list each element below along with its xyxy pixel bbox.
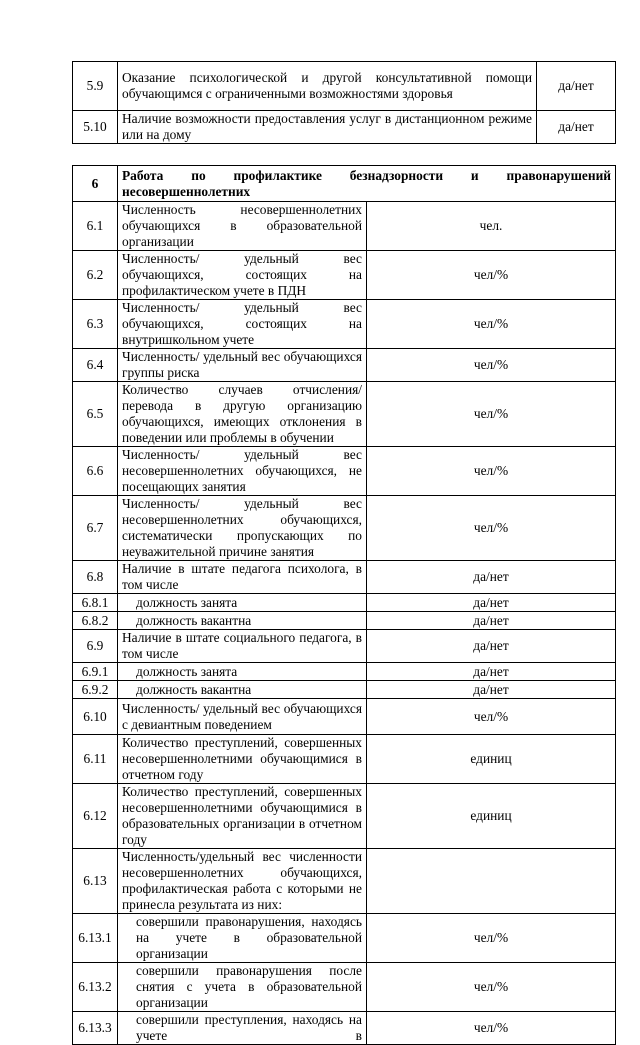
row-description: Оказание психологической и другой консультативной помощи обучающимся с ограниченными возможностями здоровья bbox=[118, 62, 537, 111]
row-description: Численность несовершеннолетних обучающихся в образовательной организации bbox=[118, 202, 367, 251]
row-unit: да/нет bbox=[367, 663, 616, 681]
table-row bbox=[73, 914, 616, 963]
row-unit: чел/% bbox=[367, 300, 616, 349]
table-row bbox=[73, 849, 616, 914]
row-unit: чел/% bbox=[367, 382, 616, 447]
row-description: Численность/ удельный вес обучающихся с девиантным поведением bbox=[118, 699, 367, 735]
table-row bbox=[73, 663, 616, 681]
row-description: Численность/ удельный вес несовершеннолетних обучающихся, систематически пропускающих по неуважительной причине занятия bbox=[118, 496, 367, 561]
row-number: 6.9.2 bbox=[73, 681, 118, 699]
row-number: 6.13.2 bbox=[73, 963, 118, 1012]
row-description: Численность/ удельный вес обучающихся группы риска bbox=[118, 349, 367, 382]
row-unit: да/нет bbox=[367, 561, 616, 594]
row-number: 6.6 bbox=[73, 447, 118, 496]
table-row bbox=[73, 349, 616, 382]
row-description: Наличие возможности предоставления услуг в дистанционном режиме или на дому bbox=[118, 111, 537, 144]
table-row bbox=[73, 447, 616, 496]
row-description: Численность/ удельный вес обучающихся, состоящих на профилактическом учете в ПДН bbox=[118, 251, 367, 300]
row-unit: чел. bbox=[367, 202, 616, 251]
row-unit bbox=[367, 849, 616, 914]
row-unit: единиц bbox=[367, 735, 616, 784]
table-row bbox=[73, 681, 616, 699]
table-top bbox=[72, 61, 616, 144]
row-description: Количество преступлений, совершенных несовершеннолетними обучающимися в отчетном году bbox=[118, 735, 367, 784]
table-row bbox=[73, 784, 616, 849]
row-number: 6.8.2 bbox=[73, 612, 118, 630]
row-description: Наличие в штате педагога психолога, в том числе bbox=[118, 561, 367, 594]
table-row bbox=[73, 300, 616, 349]
row-number: 5.9 bbox=[73, 62, 118, 111]
row-unit: да/нет bbox=[367, 681, 616, 699]
row-number: 6.3 bbox=[73, 300, 118, 349]
row-description: должность вакантна bbox=[118, 681, 367, 699]
row-description: совершили правонарушения после снятия с учета в образовательной организации bbox=[118, 963, 367, 1012]
section-number: 6 bbox=[73, 166, 118, 202]
row-description: должность занята bbox=[118, 594, 367, 612]
row-number: 6.13.1 bbox=[73, 914, 118, 963]
table-row bbox=[73, 630, 616, 663]
row-unit: чел/% bbox=[367, 963, 616, 1012]
row-unit: чел/% bbox=[367, 699, 616, 735]
table-row bbox=[73, 202, 616, 251]
row-description: Численность/удельный вес численности несовершеннолетних обучающихся, профилактическая работа с которыми не принесла результата из них: bbox=[118, 849, 367, 914]
row-number: 6.8.1 bbox=[73, 594, 118, 612]
row-unit: да/нет bbox=[367, 630, 616, 663]
row-unit: единиц bbox=[367, 784, 616, 849]
row-description: совершили правонарушения, находясь на учете в образовательной организации bbox=[118, 914, 367, 963]
row-description: Численность/ удельный вес обучающихся, состоящих на внутришкольном учете bbox=[118, 300, 367, 349]
row-unit: да/нет bbox=[537, 62, 616, 111]
row-description: должность вакантна bbox=[118, 612, 367, 630]
row-number: 6.9 bbox=[73, 630, 118, 663]
table-row bbox=[73, 735, 616, 784]
row-unit: чел/% bbox=[367, 251, 616, 300]
table-row bbox=[73, 382, 616, 447]
row-unit: да/нет bbox=[367, 612, 616, 630]
table-row bbox=[73, 612, 616, 630]
row-number: 6.4 bbox=[73, 349, 118, 382]
table-row bbox=[73, 561, 616, 594]
row-description: Наличие в штате социального педагога, в том числе bbox=[118, 630, 367, 663]
table-row bbox=[73, 111, 616, 144]
row-description: Количество преступлений, совершенных несовершеннолетними обучающимися в образовательных организации в отчетном году bbox=[118, 784, 367, 849]
table-row bbox=[73, 251, 616, 300]
table-row bbox=[73, 963, 616, 1012]
row-description: совершили преступления, находясь на учете в bbox=[118, 1012, 367, 1045]
row-number: 6.13 bbox=[73, 849, 118, 914]
row-unit: чел/% bbox=[367, 447, 616, 496]
row-number: 6.7 bbox=[73, 496, 118, 561]
row-unit: чел/% bbox=[367, 496, 616, 561]
section-title: Работа по профилактике безнадзорности и правонарушений несовершеннолетних bbox=[118, 166, 616, 202]
row-unit: да/нет bbox=[537, 111, 616, 144]
row-number: 6.1 bbox=[73, 202, 118, 251]
row-description: Численность/ удельный вес несовершеннолетних обучающихся, не посещающих занятия bbox=[118, 447, 367, 496]
row-number: 6.13.3 bbox=[73, 1012, 118, 1045]
row-unit: чел/% bbox=[367, 349, 616, 382]
row-unit: чел/% bbox=[367, 914, 616, 963]
table-row bbox=[73, 496, 616, 561]
row-number: 6.8 bbox=[73, 561, 118, 594]
row-number: 6.2 bbox=[73, 251, 118, 300]
row-unit: чел/% bbox=[367, 1012, 616, 1045]
row-number: 6.9.1 bbox=[73, 663, 118, 681]
section-header-row bbox=[73, 166, 616, 202]
row-number: 6.11 bbox=[73, 735, 118, 784]
table-main bbox=[72, 165, 616, 1045]
row-description: должность занята bbox=[118, 663, 367, 681]
row-number: 5.10 bbox=[73, 111, 118, 144]
row-number: 6.12 bbox=[73, 784, 118, 849]
row-unit: да/нет bbox=[367, 594, 616, 612]
row-number: 6.10 bbox=[73, 699, 118, 735]
table-row bbox=[73, 699, 616, 735]
table-row bbox=[73, 1012, 616, 1045]
row-number: 6.5 bbox=[73, 382, 118, 447]
table-row bbox=[73, 62, 616, 111]
table-row bbox=[73, 594, 616, 612]
row-description: Количество случаев отчисления/ перевода в другую организацию обучающихся, имеющих отклонения в поведении или проблемы в обучении bbox=[118, 382, 367, 447]
